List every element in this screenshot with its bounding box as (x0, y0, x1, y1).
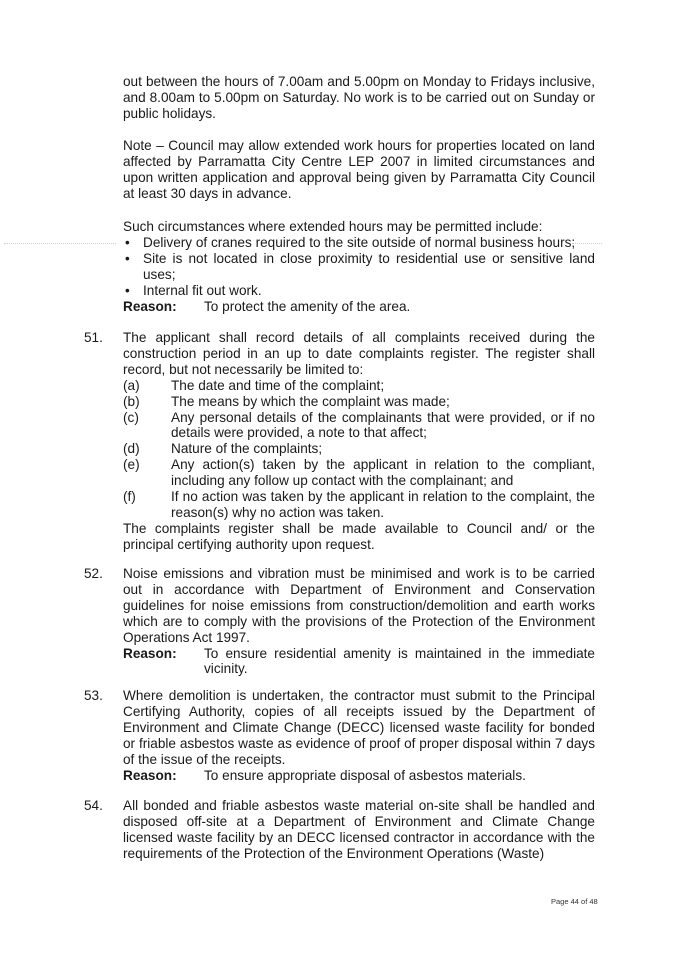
bullet-text: Internal fit out work. (143, 282, 262, 298)
condition-number-51: 51. (84, 330, 103, 345)
condition-53-text: Where demolition is undertaken, the contractor must submit to the Principal Certifying Authority, copies of all receipts issued by the Department of Environment and Climate Change (DECC) licensed waste facility for bonded or friable asbestos waste as evidence of proof of proper disposal within 7 days of the issue of the receipts. (123, 688, 595, 767)
condition-53 (123, 688, 595, 783)
list-item (123, 489, 595, 521)
condition-51 (123, 330, 595, 553)
reason-text: To ensure appropriate disposal of asbestos materials. (204, 767, 526, 783)
condition-number-52: 52. (84, 566, 103, 581)
condition-number-53: 53. (84, 688, 103, 703)
list-item-text: Nature of the complaints; (171, 441, 323, 457)
list-item-label: (a) (123, 377, 140, 393)
condition-52-text: Noise emissions and vibration must be minimised and work is to be carried out in accordance with Department of Environment and Conservation guidelines for noise emissions from construction/demolition and earth works which are to comply with the provisions of the Protection of the Environment Operations Act 1997. (123, 566, 595, 645)
list-item-label: (b) (123, 393, 140, 409)
list-item-text: Any action(s) taken by the applicant in relation to the compliant, including any follow up contact with the complainant; and (171, 457, 595, 489)
intro-section (123, 74, 595, 122)
note-paragraph: Note – Council may allow extended work hours for properties located on land affected by Parramatta City Centre LEP 2007 in limited circumstances and upon written application and approval being given by Parramatta City Council at least 30 days in advance. (123, 138, 595, 201)
condition-54-text: All bonded and friable asbestos waste material on-site shall be handled and disposed off-site at a Department of Environment and Climate Change licensed waste facility by an DECC licensed contractor in accordance with the requirements of the Protection of the Environment Operations (Waste) (123, 798, 595, 861)
list-item-text: Any personal details of the complainants that were provided, or if no details were provided, a note to that affect; (171, 409, 595, 441)
condition-52 (123, 566, 595, 677)
condition-number-54: 54. (84, 798, 103, 813)
bullet-item (123, 235, 595, 251)
condition-51-closing: The complaints register shall be made available to Council and/ or the principal certifying authority upon request. (123, 520, 595, 552)
bullet-item (123, 283, 595, 299)
bullet-icon: • (125, 234, 130, 250)
condition-51-text: The applicant shall record details of all complaints received during the construction period in an up to date complaints register. The register shall record, but not necessarily be limited to: (123, 330, 595, 377)
list-item-label: (c) (123, 409, 139, 425)
bullet-item (123, 251, 595, 283)
continuation-paragraph: out between the hours of 7.00am and 5.00pm on Monday to Fridays inclusive, and 8.00am to 5.00pm on Saturday. No work is to be carried out on Sunday or public holidays. (123, 74, 595, 121)
list-item-label: (e) (123, 457, 140, 473)
circumstances-intro: Such circumstances where extended hours may be permitted include: (123, 219, 543, 234)
circumstances-section (123, 219, 595, 314)
reason-label: Reason: (123, 767, 177, 783)
list-item-text: The date and time of the complaint; (171, 377, 385, 393)
list-item (123, 441, 595, 457)
page-number: Page 44 of 48 (551, 897, 598, 906)
list-item (123, 394, 595, 410)
scan-artifact-line-left (4, 243, 116, 244)
list-item (123, 410, 595, 442)
reason-line (123, 299, 595, 315)
reason-line (123, 646, 595, 678)
bullet-text: Delivery of cranes required to the site outside of normal business hours; (143, 234, 576, 250)
note-section (123, 138, 595, 202)
list-item-label: (f) (123, 489, 136, 505)
bullet-icon: • (125, 282, 130, 298)
condition-54 (123, 798, 595, 862)
list-item-text: The means by which the complaint was made; (171, 393, 450, 409)
list-item-label: (d) (123, 441, 140, 457)
list-item-text: If no action was taken by the applicant in relation to the complaint, the reason(s) why no action was taken. (171, 489, 595, 520)
reason-label: Reason: (123, 298, 177, 314)
reason-line (123, 768, 595, 784)
bullet-text: Site is not located in close proximity to residential use or sensitive land uses; (143, 250, 595, 282)
reason-text: To protect the amenity of the area. (204, 298, 411, 314)
list-item (123, 457, 595, 489)
list-item (123, 378, 595, 394)
reason-text: To ensure residential amenity is maintained in the immediate vicinity. (204, 645, 595, 677)
reason-label: Reason: (123, 645, 177, 661)
bullet-icon: • (125, 250, 130, 266)
